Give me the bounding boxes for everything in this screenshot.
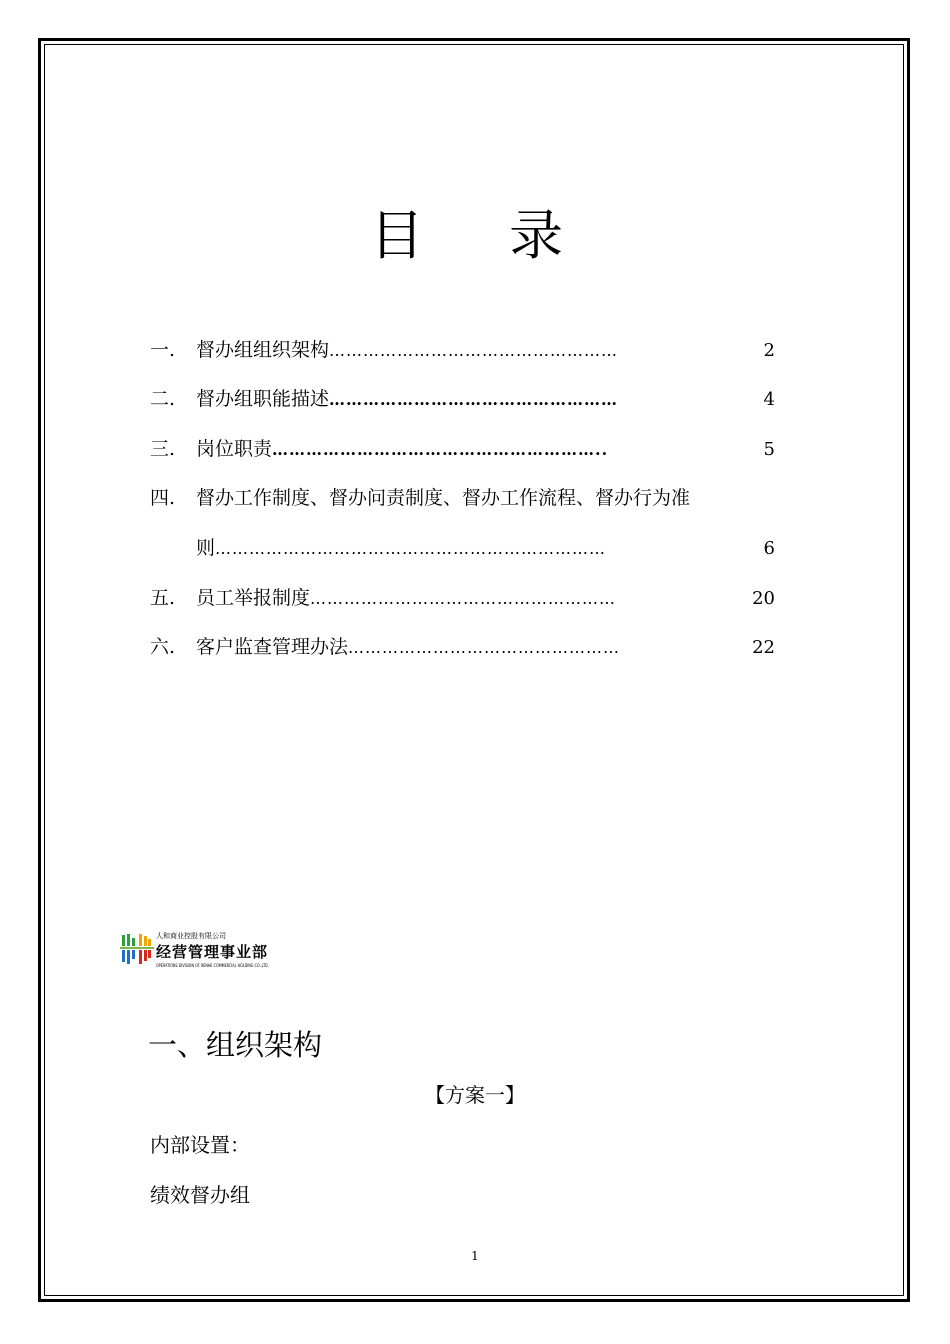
toc-entry-number: 二.: [150, 388, 176, 410]
toc-entry-page: 2: [763, 340, 775, 361]
logo-mark-icon: [120, 932, 154, 966]
toc-entry[interactable]: [150, 384, 775, 414]
toc-entry-continuation[interactable]: [196, 533, 775, 563]
company-logo: [120, 930, 269, 974]
page-number: 1: [471, 1249, 479, 1263]
toc-title: 目 录: [369, 204, 598, 267]
toc-entry-page: 22: [752, 637, 775, 658]
toc-entry-page: 6: [763, 538, 775, 559]
toc-entry-page: 20: [752, 588, 775, 609]
toc-leader-dots: ………………………………………………: [310, 589, 617, 608]
toc-leader-dots: …………………………………………………..: [272, 440, 609, 459]
toc-entry-title: 则: [196, 537, 216, 559]
toc-entry[interactable]: [150, 434, 775, 464]
toc-entry[interactable]: [150, 583, 775, 613]
body-line: 内部设置：: [150, 1133, 250, 1157]
toc-entry[interactable]: [150, 483, 775, 513]
toc-entry-title: 岗位职责: [196, 438, 273, 460]
plan-label: 【方案一】: [425, 1083, 525, 1107]
toc-entry-title: 客户监查管理办法: [196, 636, 349, 658]
toc-entry-number: 四.: [150, 487, 176, 509]
toc-leader-dots: ……………………………………………………………: [215, 539, 607, 558]
toc-entry-number: 三.: [150, 438, 176, 460]
toc-entry-title: 督办组职能描述: [196, 388, 330, 410]
toc-entry-page: 5: [763, 439, 775, 460]
toc-entry-title: 员工举报制度: [196, 587, 311, 609]
toc-leader-dots: …………………………………………: [348, 638, 621, 657]
logo-department-name: 经营管理事业部: [156, 943, 269, 961]
toc-entry[interactable]: [150, 632, 775, 662]
toc-entry[interactable]: [150, 335, 775, 365]
logo-company-name: 人和商业控股有限公司: [156, 932, 226, 940]
toc-leader-dots: ……………………………………………: [329, 390, 619, 409]
toc-entry-number: 六.: [150, 636, 176, 658]
section-heading: 一、组织架构: [148, 1028, 323, 1062]
toc-leader-dots: ……………………………………………: [329, 341, 619, 360]
toc-entry-number: 一.: [150, 339, 176, 361]
toc-entry-title: 督办组组织架构: [196, 339, 330, 361]
body-line: 绩效督办组: [150, 1183, 250, 1207]
toc-entry-page: 4: [763, 389, 775, 410]
logo-english-name: OPERATIONS DIVISION OF RENHE COMMERCIAL HOLDING CO.,LTD.: [156, 963, 269, 968]
toc-entry-title: 督办工作制度、督办问责制度、督办工作流程、督办行为准: [196, 487, 691, 509]
toc-entry-number: 五.: [150, 587, 176, 609]
